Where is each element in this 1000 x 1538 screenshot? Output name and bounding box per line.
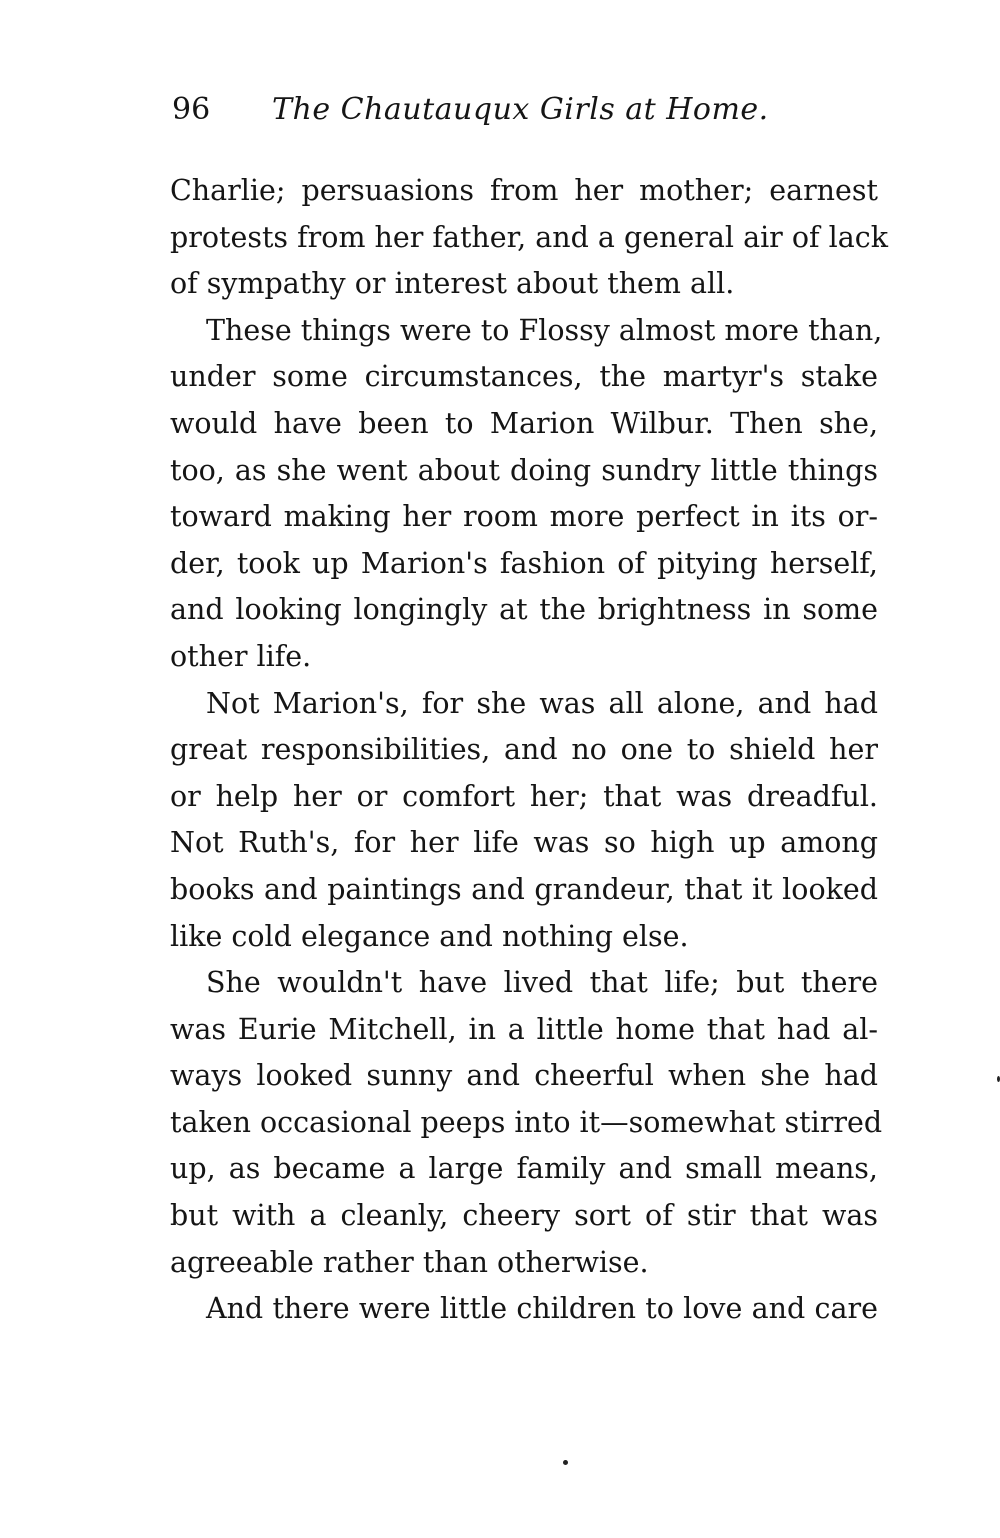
text-line: agreeable rather than otherwise. (170, 1245, 649, 1279)
running-header (172, 90, 872, 130)
text-line: Not Marion's, for she was all alone, and had (206, 686, 878, 720)
text-line: other life. (170, 639, 312, 673)
text-line: Charlie; persuasions from her mother; earnest (170, 174, 878, 207)
running-title: The Chautauqux Girls at Home. (272, 92, 769, 127)
text-line: or help her or comfort her; that was dreadful. (170, 779, 878, 813)
text-line: She wouldn't have lived that life; but there (206, 966, 878, 1000)
text-line: up, as became a large family and small means, (170, 1152, 878, 1186)
text-line: books and paintings and grandeur, that it looked (170, 872, 878, 906)
body-text (170, 168, 888, 1333)
text-line: too, as she went about doing sundry little things (170, 453, 878, 487)
text-line: ways looked sunny and cheerful when she had (170, 1059, 878, 1093)
text-line: but with a cleanly, cheery sort of stir that was (170, 1199, 878, 1233)
text-line: great responsibilities, and no one to shield her (170, 733, 878, 767)
text-line: would have been to Marion Wilbur. Then she, (170, 406, 878, 440)
text-line: These things were to Flossy almost more than, (206, 313, 883, 347)
text-line: of sympathy or interest about them all. (170, 267, 735, 301)
text-line: taken occasional peeps into it—somewhat stirred (170, 1105, 883, 1139)
text-line: under some circumstances, the martyr's stake (170, 360, 878, 394)
page-number: 96 (172, 92, 211, 127)
text-line: And there were little children to love and care (206, 1292, 878, 1326)
text-line: was Eurie Mitchell, in a little home that had al- (170, 1012, 878, 1046)
text-line: and looking longingly at the brightness in some (170, 593, 878, 627)
ink-speck (563, 1460, 568, 1465)
text-line: Not Ruth's, for her life was so high up among (170, 826, 878, 860)
text-line: protests from her father, and a general air of lack (170, 220, 888, 254)
text-line: der, took up Marion's fashion of pitying herself, (170, 546, 878, 580)
text-line: toward making her room more perfect in its or- (170, 500, 878, 534)
text-line: like cold elegance and nothing else. (170, 919, 689, 953)
